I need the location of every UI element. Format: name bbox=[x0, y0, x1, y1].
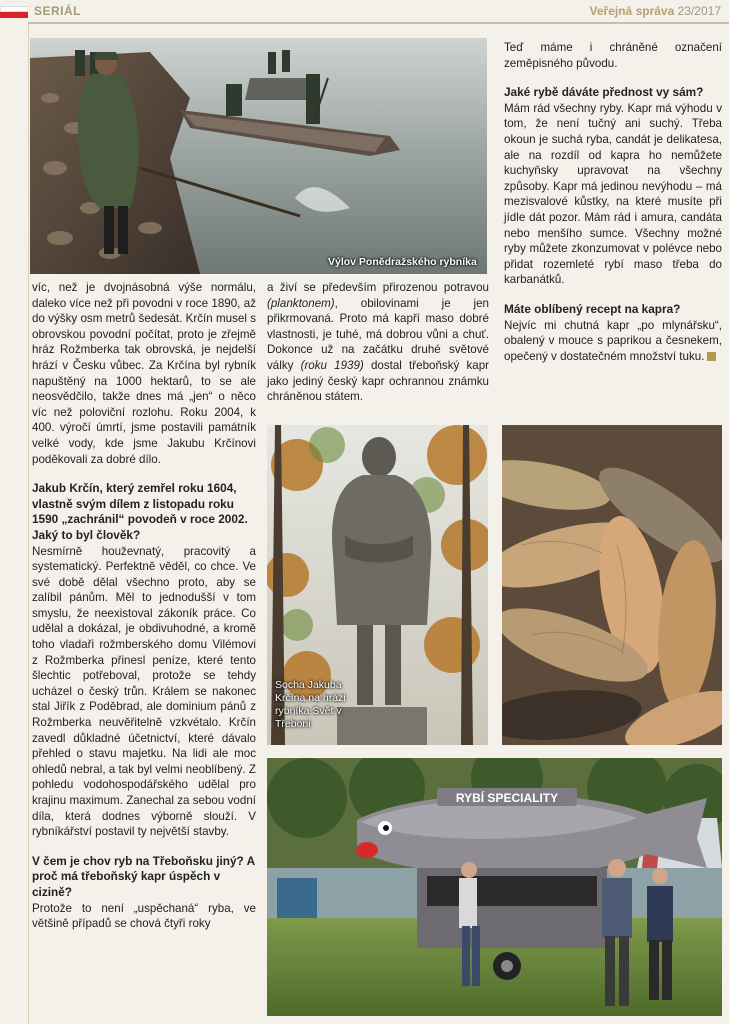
page-header bbox=[0, 0, 729, 24]
col3-paragraph-1: Teď máme i chráněné označení zeměpisného původu. bbox=[504, 41, 722, 70]
column-1 bbox=[32, 280, 256, 932]
margin-rule bbox=[28, 24, 29, 1024]
col1-paragraph-1: víc, než je dvojnásobná výše normálu, daleko více než při povodni v roce 1890, až do výšky osm metrů šedesát. Krčín musel s obrovskou povodní počítat, proto je zřejmě hráz Rožmberka tak obrovská, je nejdelší hrází v Česku vůbec. Za Krčína byl rybník napuštěný na 1000 hektarů, to se ale neosvědčilo, takže dnes má „jen“ o něco víc než poloviční rozlohu. Roku 2004, k 400. výročí úmrtí, jsme postavili památník velké vody, kde jsme Jakubu Krčínovi poděkovali za dobré dílo. bbox=[32, 281, 256, 466]
fishing-photo bbox=[30, 38, 487, 274]
column-3 bbox=[504, 40, 722, 364]
col1-question-1: Jakub Krčín, který zemřel roku 1604, vlastně svým dílem z listopadu roku 1590 „zachránil“ povodeň v roce 2002. Jaký to byl člověk? bbox=[32, 481, 248, 542]
publication-name: Veřejná správa bbox=[589, 4, 675, 18]
czech-flag-icon bbox=[0, 6, 28, 18]
col1-paragraph-2: Nesmírně houževnatý, pracovitý a systematický. Perfektně věděl, co chce. Ve své době dělal všechno proto, aby se zalíbil pánům. Měl to jednodušší v tom smyslu, že neexistoval zákoník práce. Co udělal a dokázal, je obdivuhodné, a kromě toho vladaři rožmberského domu Vilémovi z Rožmberka přinesl peníze, které tento šlechtic potřeboval, protože se tehdy ucházel o český trůn. Králem se nakonec stal Jiřík z Poděbrad, ale dominium pánů z Rožmberka neuvěřitelně vzkvétalo. Krčín zavedl důkladné účetnictví, které dávalo přehled o stavu majetku. Na lidi ale moc ohledů nebral, a tak byl velmi neoblíbený. Z pohledu vodohospodářského udělal pro krajinu maximum. Zanechal za sebou vodní díla, která dodnes výborně slouží. V rybníkářství postavil ty největší stavby. bbox=[32, 544, 256, 839]
fishtruck-sign-text: RYBÍ SPECIALITY bbox=[455, 791, 559, 805]
fishtruck-photo bbox=[267, 758, 722, 1016]
col3-question-1: Jaké rybě dáváte přednost vy sám? bbox=[504, 85, 704, 100]
col3-paragraph-3-text: Nejvíc mi chutná kapr „po mlynářsku“, obalený v mouce s paprikou a česnekem, opečený v dostatečném množství tuku. bbox=[504, 318, 722, 363]
statue-photo-caption: Socha Jakuba Krčína na hrázi rybníka Svět v Třeboni bbox=[275, 679, 346, 730]
col3-paragraph-3 bbox=[504, 318, 722, 365]
col3-paragraph-2: Mám rád všechny ryby. Kapr má výhodu v tom, že není tučný ani suchý. Třeba okoun je suchá ryba, candát je delikatesa, ale na rozdíl od kapra ho nemůžete kuchyňsky upravovat na všechny způsoby. Kapr má jedinou nevýhodu – má mezisvalové kůstky, na které musíte při jídle dát pozor. Mám rád i amura, candáta nebo menšího sumce. Všechny možné ryby můžete zkonzumovat v polévce nebo přidat rozemleté rybí maso třeba do karbanátků. bbox=[504, 101, 722, 287]
col2-text-d: (roku 1939) bbox=[300, 358, 364, 372]
col2-text-a: a živí se především přirozenou potravou bbox=[267, 281, 489, 294]
col3-question-2: Máte oblíbený recept na kapra? bbox=[504, 301, 681, 316]
col2-text-b: (planktonem) bbox=[267, 296, 335, 310]
column-2 bbox=[267, 280, 489, 405]
publication-info bbox=[590, 4, 721, 18]
header-rule bbox=[28, 22, 729, 24]
end-of-article-mark bbox=[707, 352, 716, 361]
fishing-photo-caption: Výlov Ponědražského rybníka bbox=[328, 256, 477, 268]
carp-photo bbox=[502, 425, 722, 745]
col2-paragraph-1 bbox=[267, 280, 489, 405]
col1-question-2: V čem je chov ryb na Třeboňsku jiný? A proč má třeboňský kapr úspěch v cizině? bbox=[32, 853, 255, 899]
issue-number: 23/2017 bbox=[677, 4, 721, 18]
col2-text-e: dostal třeboňský kapr jako jediný český kapr ochrannou známku chráněnou státem. bbox=[267, 358, 489, 404]
statue-photo bbox=[267, 425, 488, 745]
col1-paragraph-3: Protože to není „uspěchaná“ ryba, ve většině případů se chová čtyři roky bbox=[32, 901, 256, 931]
section-label: SERIÁL bbox=[34, 4, 82, 18]
col2-text-c: , obilovinami je jen přikrmovaná. Proto má kapří maso dobré vlastnosti, je tuhé, má dobrou vůni a chuť. Dokonce už na začátku druhé světové války bbox=[267, 296, 489, 372]
